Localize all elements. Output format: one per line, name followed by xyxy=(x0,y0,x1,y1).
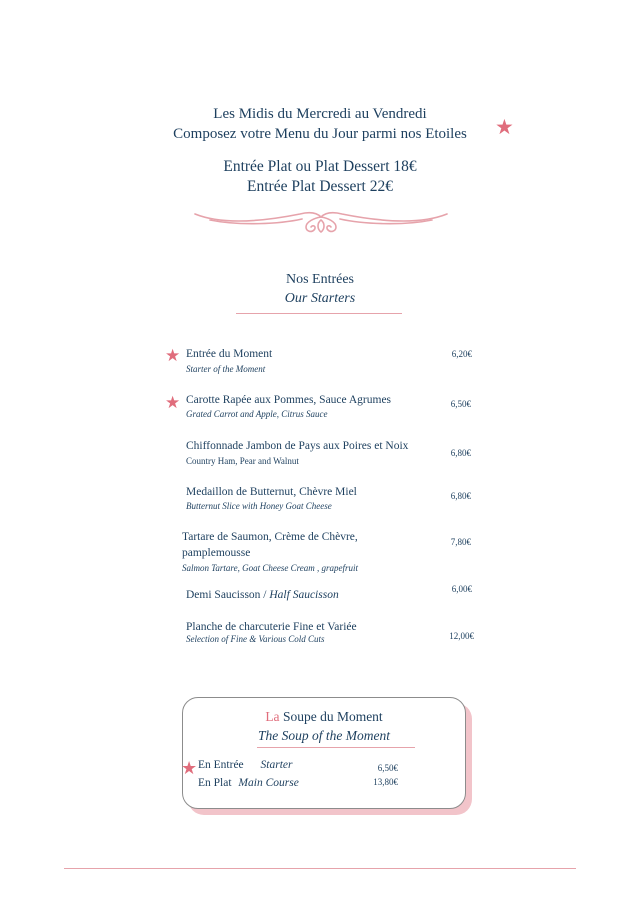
item-name: Carotte Rapée aux Pommes, Sauce Agrumes xyxy=(186,394,392,406)
soup-row-starter-fr: En Entrée xyxy=(198,759,244,771)
section-title-en: Our Starters xyxy=(284,291,356,306)
formula-2: Entrée Plat Dessert 22€ xyxy=(247,178,393,195)
item-price: 6,80€ xyxy=(450,448,471,458)
item-name: Chiffonnade Jambon de Pays aux Poires et Noix xyxy=(186,440,409,452)
soup-row-main xyxy=(198,776,299,791)
item-subtitle: Salmon Tartare, Goat Cheese Cream , grapefruit xyxy=(182,563,359,573)
item-name xyxy=(186,588,339,603)
soup-price-main: 13,80€ xyxy=(373,777,398,787)
soup-row-main-fr: En Plat xyxy=(198,777,232,789)
item-subtitle: Country Ham, Pear and Walnut xyxy=(186,456,299,466)
item-name: Medaillon de Butternut, Chèvre Miel xyxy=(186,486,357,498)
soup-row-starter-en: Starter xyxy=(260,759,293,771)
item-price: 7,80€ xyxy=(450,537,471,547)
item-price: 6,20€ xyxy=(451,349,472,359)
ornament-flourish-icon xyxy=(190,200,452,240)
item-subtitle: Grated Carrot and Apple, Citrus Sauce xyxy=(186,409,328,419)
soup-title-first: La xyxy=(265,709,280,724)
section-title-fr: Nos Entrées xyxy=(285,272,355,287)
soup-title xyxy=(183,708,465,726)
item-subtitle: Starter of the Moment xyxy=(186,364,266,374)
item-name: Planche de charcuterie Fine et Variée xyxy=(186,621,357,633)
soup-row-main-en: Main Course xyxy=(238,777,299,789)
item-price: 6,50€ xyxy=(450,399,471,409)
item-name-line-1: Tartare de Saumon, Crème de Chèvre, xyxy=(182,531,358,543)
soup-divider xyxy=(257,747,415,748)
soup-box xyxy=(182,697,466,809)
section-divider xyxy=(236,313,402,314)
soup-row-starter xyxy=(198,758,293,773)
footer-divider xyxy=(64,868,576,869)
item-name-fr: Demi Saucisson / xyxy=(186,589,267,601)
item-price: 12,00€ xyxy=(449,631,474,641)
soup-title-en: The Soup of the Moment xyxy=(258,728,390,743)
soup-title-rest: Soupe du Moment xyxy=(282,709,383,724)
formula-1: Entrée Plat ou Plat Dessert 18€ xyxy=(223,158,417,175)
item-price: 6,00€ xyxy=(451,584,472,594)
item-subtitle: Butternut Slice with Honey Goat Cheese xyxy=(186,501,332,511)
star-icon: ★ xyxy=(165,393,181,412)
star-icon: ★ xyxy=(181,758,198,778)
item-name-en: Half Saucisson xyxy=(269,589,339,601)
item-name-line-2: pamplemousse xyxy=(182,547,251,559)
item-price: 6,80€ xyxy=(450,491,471,501)
item-subtitle: Selection of Fine & Various Cold Cuts xyxy=(186,634,325,644)
star-icon: ★ xyxy=(495,115,514,139)
header-line-1: Les Midis du Mercredi au Vendredi xyxy=(213,106,427,122)
item-name: Entrée du Moment xyxy=(186,348,273,360)
star-icon: ★ xyxy=(165,346,181,365)
soup-price-starter: 6,50€ xyxy=(377,763,398,773)
header-line-2: Composez votre Menu du Jour parmi nos Etoiles xyxy=(173,126,467,142)
